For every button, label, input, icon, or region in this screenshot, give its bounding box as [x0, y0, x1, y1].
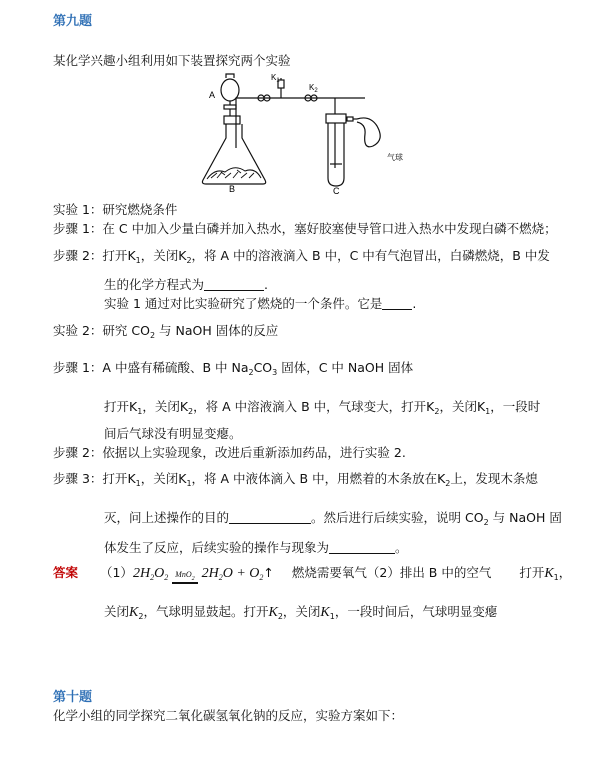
exp2-step3-line2: 灭，问上述操作的目的 。然后进行后续实验，说明 $CO_2$ 与 NaOH 固: [104, 510, 562, 527]
answer-blank[interactable]: [229, 511, 311, 524]
exp1-step1: 步骤 1：在 C 中加入少量白磷并加入热水，塞好胶塞使导管口进入热水中发现白磷不燃烧；: [53, 221, 557, 236]
answer-blank[interactable]: [329, 541, 395, 554]
question-10-intro: 化学小组的同学探究二氧化碳氢氧化钠的反应，实验方案如下：: [53, 708, 404, 723]
equation-lhs: $2H_2O_2$: [132, 566, 169, 582]
exp2-step2: 步骤 2：依据以上实验现象，改进后重新添加药品，进行实验 2.: [53, 445, 406, 460]
apparatus-figure: [195, 68, 415, 194]
question-9-title: 第九题: [53, 14, 93, 29]
experiment-2-title: 实验 2：研究 $CO_2$ 与 NaOH 固体的反应: [53, 323, 279, 340]
conical-flask: [202, 124, 265, 184]
question-9-intro: 某化学兴趣小组利用如下装置探究两个实验: [53, 53, 291, 68]
exp2-step3: 步骤 3：打开$K_1$，关闭$K_1$，将 A 中液体滴入 B 中，用燃着的木条放在$K_2$上，发现木条熄: [53, 471, 538, 488]
catalyst-condition: MnO$_2$: [172, 570, 197, 582]
answer-line-1: 答案 $(1)2H_2O_2$ MnO$_2$ $2H_2O$ + $O_2↑$ 燃烧需要氧气（2）排出 B 中的空气 打开$K_1$，: [53, 565, 572, 582]
exp1-step2-line2: 生的化学方程式为 .: [104, 277, 268, 292]
flask-stopper: [224, 116, 240, 124]
label-b: B: [229, 184, 236, 194]
answer-line-2: 关闭$K_2$，气球明显鼓起。打开$K_2$，关闭$K_1$，一段时间后，气球明显变瘪: [104, 604, 498, 621]
label-k1: $K_1$: [271, 73, 280, 84]
test-tube: [328, 114, 344, 186]
answer-blank[interactable]: [204, 278, 264, 291]
exp2-step1-line2: 打开$K_1$，关闭$K_2$，将 A 中溶液滴入 B 中，气球变大，打开$K_2$，关闭$K_1$，一段时: [104, 399, 541, 416]
exp2-step1: 步骤 1：A 中盛有稀硫酸、B 中 $Na_2CO_3$ 固体，C 中 NaOH 固体: [53, 360, 414, 377]
label-c: C: [333, 186, 340, 194]
question-10-title: 第十题: [53, 690, 93, 705]
exp2-step3-line3: 体发生了反应，后续实验的操作与现象为 。: [104, 540, 408, 555]
exp1-step2: 步骤 2：打开$K_1$，关闭$K_2$，将 A 中的溶液滴入 B 中，C 中有气泡冒出，白磷燃烧，B 中发: [53, 248, 550, 265]
label-balloon: 气球: [387, 153, 403, 162]
balloon: [357, 118, 380, 147]
exp1-step2-line3: 实验 1 通过对比实验研究了燃烧的一个条件。它是 .: [104, 296, 417, 311]
experiment-1-title: 实验 1：研究燃烧条件: [53, 202, 178, 217]
exp2-step1-line3: 间后气球没有明显变瘪。: [104, 426, 242, 441]
label-a: A: [209, 90, 216, 100]
answer-label: 答案: [53, 565, 79, 580]
answer-blank[interactable]: [382, 297, 412, 310]
label-k2: $K_2$: [309, 83, 318, 94]
equation-rhs: $2H_2O + O_2$: [201, 566, 264, 582]
